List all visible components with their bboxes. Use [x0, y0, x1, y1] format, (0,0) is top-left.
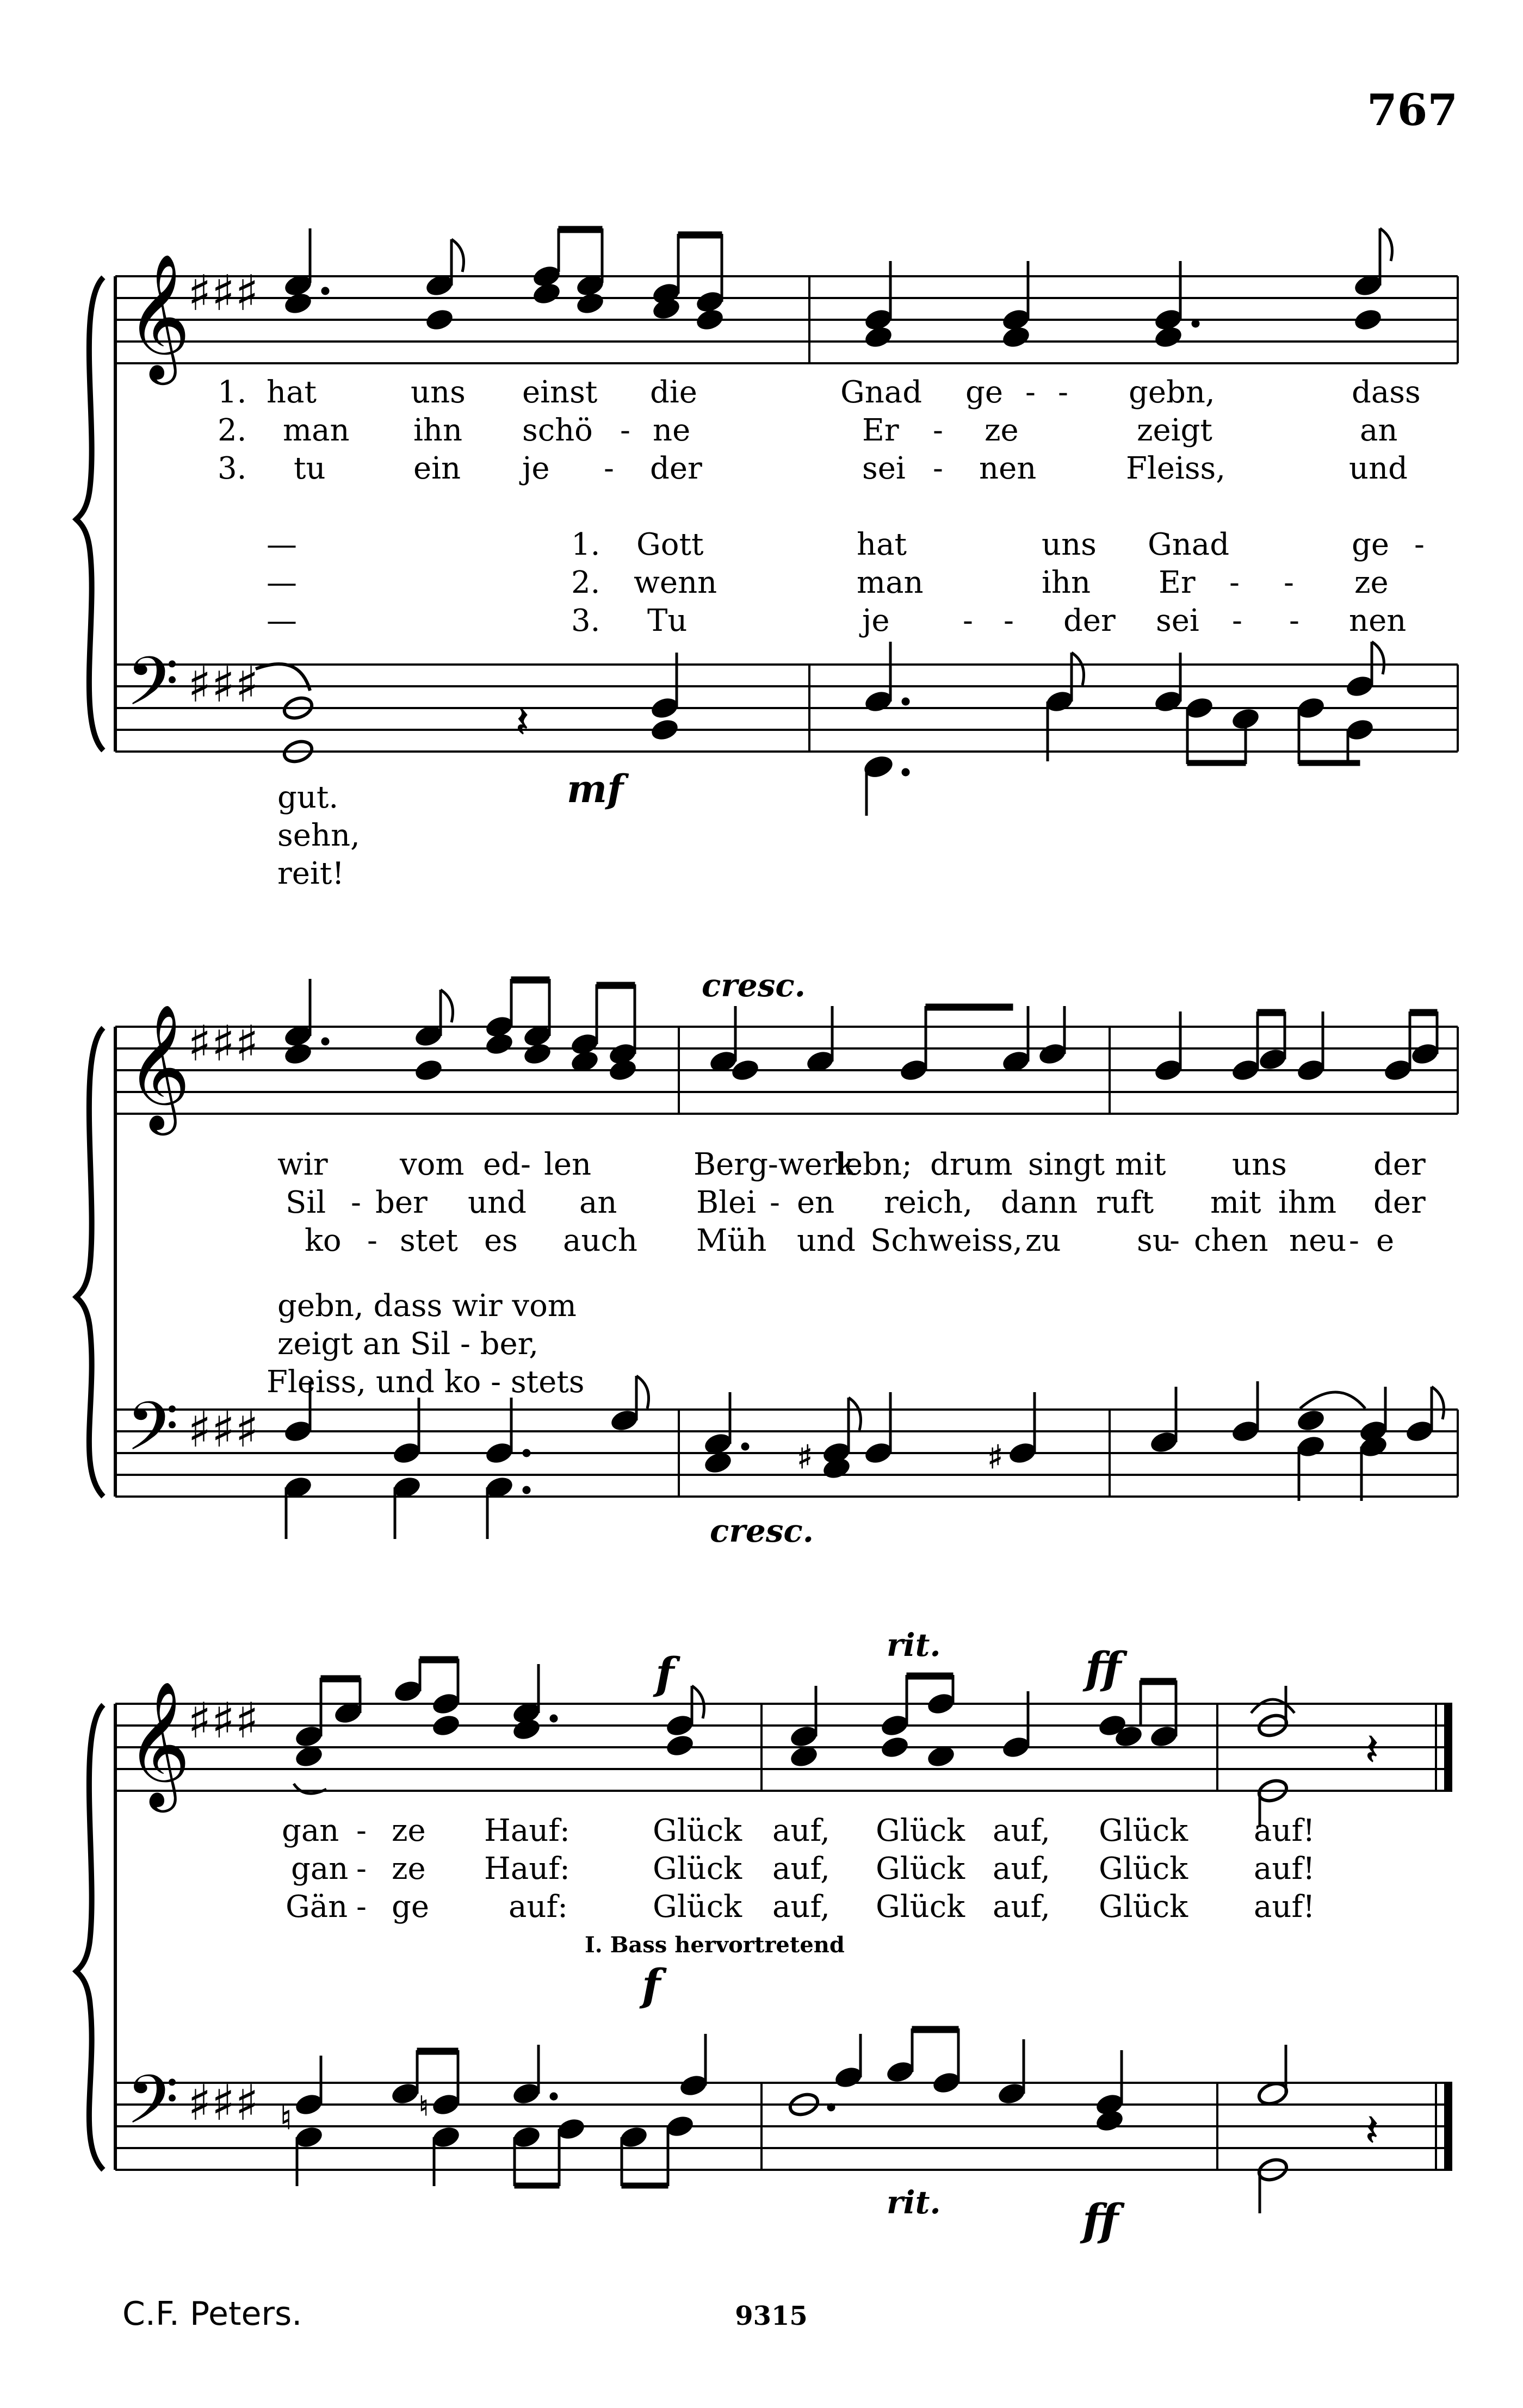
page-number: 767 [1367, 84, 1458, 135]
lyric-s3-v3-8: Glück [1099, 1889, 1188, 1925]
lyric-low3-1: 3. [571, 603, 600, 638]
lyric-v2-2: ihn [413, 413, 463, 448]
system-1 [76, 226, 1458, 891]
lyric-low1-4: uns [1042, 527, 1097, 562]
lyric-v2-5: ne [653, 413, 691, 448]
lyric-v1-3: einst [522, 375, 598, 410]
lyric-s2-v2-2: ber [375, 1185, 428, 1220]
lyric-s2-v3-6: und [797, 1223, 856, 1258]
system-3-brace [76, 1705, 103, 2170]
lyric-low2-8: ze [1354, 565, 1389, 600]
lyric-s3-v3-9: auf! [1254, 1889, 1315, 1925]
lyric-low3-5: - [1004, 603, 1014, 638]
natural-accidental-icon: ♮ [280, 2099, 292, 2137]
key-signature-sharps-icon: ♯♯♯ [188, 656, 259, 713]
lyric-low1-3: hat [857, 527, 907, 562]
lyric-low2-3: man [857, 565, 924, 600]
lyric-s2-v1-8: mit [1115, 1147, 1166, 1182]
natural-accidental-icon: ♮ [419, 2090, 429, 2122]
dynamic-cresc-bottom: cresc. [710, 1512, 814, 1549]
lyric-s2-low-3: Fleiss, und ko - stets [267, 1364, 585, 1400]
lyric-low2-6: - [1229, 565, 1240, 600]
dynamic-cresc-top: cresc. [702, 967, 806, 1004]
lyric-s2-v2-1: - [351, 1185, 361, 1220]
dynamic-f: f [655, 1648, 674, 1699]
lyric-low3-3: je [862, 603, 890, 638]
lyric-s3-v2-8: Glück [1099, 1851, 1188, 1886]
lyric-s3-v1-6: Glück [876, 1813, 965, 1848]
lyric-v1-2: uns [411, 375, 466, 410]
lyric-s3-v3-6: Glück [876, 1889, 965, 1925]
lyric-s2-v1-5: lebn; [835, 1147, 912, 1182]
dynamic-ff-bottom: ff [1082, 2194, 1119, 2245]
system-1-upper-lyrics [218, 375, 1421, 486]
treble-clef-icon: 𝄞 [126, 1680, 191, 1807]
lyric-v3-4: - [604, 451, 614, 486]
lyric-low3-2: Tu [647, 603, 688, 638]
lyric-v3-3: je [522, 451, 550, 486]
lyric-s2-v3-0: ko [305, 1223, 342, 1258]
treble-clef-icon: 𝄞 [126, 253, 191, 380]
system-3-upper-lyrics [282, 1813, 1315, 1925]
lyric-s2-v1-7: singt [1028, 1147, 1105, 1182]
lyric-low3-4: - [963, 603, 973, 638]
lyric-s2-v2-12: ihm [1278, 1185, 1337, 1220]
lyric-s3-v1-7: auf, [993, 1813, 1050, 1848]
lyric-s3-v1-2: ze [392, 1813, 426, 1848]
lyric-s3-v2-7: auf, [993, 1851, 1050, 1886]
lyric-s3-v1-0: gan [282, 1813, 339, 1848]
lyric-low1-6: ge [1352, 527, 1389, 562]
lyric-v1-8: - [1058, 375, 1068, 410]
lyric-s2-v2-9: dann [1001, 1185, 1078, 1220]
lyric-s2-v3-2: stet [400, 1223, 458, 1258]
system-2-lower-lyrics [267, 1288, 584, 1400]
lyric-low3-8: - [1232, 603, 1242, 638]
lyric-s3-v2-9: auf! [1254, 1851, 1315, 1886]
lyric-s2-v1-0: wir [277, 1147, 328, 1182]
dynamic-mf: mf [567, 766, 624, 811]
lyric-v2-4: - [620, 413, 630, 448]
sharp-accidental-icon: ♯ [987, 1438, 1004, 1476]
treble-clef-icon: 𝄞 [126, 1003, 191, 1130]
lyric-s2-v3-7: Schweiss, [870, 1223, 1023, 1258]
system-3-treble-staff [115, 1704, 1452, 1791]
system-1-bass-staff [115, 665, 1458, 752]
lyric-s3-v1-3: Hauf: [484, 1813, 570, 1848]
publisher-name: C.F. Peters. [122, 2295, 302, 2333]
lyric-s2-v2-5: Blei [696, 1185, 757, 1220]
lyric-low2-5: Er [1159, 565, 1196, 600]
lyric-s3-v3-0: Gän [286, 1889, 348, 1925]
lyric-s2-v3-9: su [1137, 1223, 1172, 1258]
lyric-s2-v3-5: Müh [696, 1223, 767, 1258]
lyric-s2-v2-7: en [797, 1185, 835, 1220]
key-signature-sharps-icon: ♯♯♯ [188, 265, 259, 322]
key-signature-sharps-icon: ♯♯♯ [188, 1692, 259, 1749]
lyric-s2-low-1: gebn, dass wir vom [277, 1288, 577, 1324]
lyric-s2-v2-13: der [1373, 1185, 1426, 1220]
dynamic-rit: rit. [887, 1627, 941, 1664]
lyric-v3-9: Fleiss, [1126, 451, 1226, 486]
lyric-v2-3: schö [522, 413, 593, 448]
lyric-low3-10: nen [1349, 603, 1407, 638]
lyric-v3-7: - [933, 451, 943, 486]
lyric-s3-v1-5: auf, [772, 1813, 830, 1848]
lyric-s3-v3-3: auf: [509, 1889, 568, 1925]
lyric-s3-v2-2: ze [392, 1851, 426, 1886]
sharp-accidental-icon: ♯ [797, 1438, 813, 1476]
bass-clef-icon: 𝄢 [126, 1388, 179, 1482]
lyric-low1-5: Gnad [1148, 527, 1230, 562]
lyric-s2-v3-12: neu [1289, 1223, 1347, 1258]
dynamic-ff: ff [1085, 1642, 1122, 1693]
lyric-v1-1: hat [267, 375, 317, 410]
dynamic-rit-bottom: rit. [887, 2184, 941, 2221]
system-2-treble-notes [283, 977, 1440, 1083]
lyric-s3-v1-9: auf! [1254, 1813, 1315, 1848]
lyric-s2-v1-2: ed- [483, 1147, 531, 1182]
lyric-s2-v3-4: auch [563, 1223, 637, 1258]
lyric-v2-1: man [283, 413, 350, 448]
quarter-rest-icon: 𝄽 [1365, 1724, 1379, 1775]
lyric-s3-v3-4: Glück [653, 1889, 742, 1925]
lyric-s3-v2-0: gan [291, 1851, 349, 1886]
lyric-s2-v1-4: Berg-werk [694, 1147, 856, 1182]
lyric-low3-6: der [1063, 603, 1116, 638]
lyric-s3-v1-1: - [356, 1813, 367, 1848]
key-signature-sharps-icon: ♯♯♯ [188, 1015, 259, 1072]
lyric-low2-2: wenn [634, 565, 717, 600]
quarter-rest-icon: 𝄽 [516, 697, 529, 747]
key-signature-sharps-icon: ♯♯♯ [188, 1401, 259, 1459]
bass-clef-icon: 𝄢 [126, 2061, 179, 2156]
lyric-v1-0: 1. [218, 375, 247, 410]
lyric-s3-v2-3: Hauf: [484, 1851, 570, 1886]
lyric-s2-v1-6: drum [930, 1147, 1013, 1182]
system-2-bass-notes [283, 1376, 1444, 1539]
lyric-s2-v3-3: es [484, 1223, 518, 1258]
lyric-s2-v2-6: - [770, 1185, 780, 1220]
lyric-low3-0: — [267, 603, 297, 638]
lyric-low3-7: sei [1156, 603, 1199, 638]
lyric-low1-2: Gott [636, 527, 704, 562]
lyric-low1-7: - [1414, 527, 1425, 562]
lyric-v3-5: der [650, 451, 702, 486]
key-signature-sharps-icon: ♯♯♯ [188, 2075, 259, 2132]
lyric-s2-v1-9: uns [1232, 1147, 1287, 1182]
lyric-s2-v3-10: - [1169, 1223, 1180, 1258]
dynamic-bass-f: f [642, 1959, 661, 2010]
lyric-v3-1: tu [294, 451, 326, 486]
lyric-v3-6: sei [862, 451, 906, 486]
lyric-v1-4: die [650, 375, 697, 410]
lyric-s2-v3-11: chen [1194, 1223, 1268, 1258]
end-word-1: gut. [277, 780, 339, 815]
lyric-v3-10: und [1349, 451, 1408, 486]
lyric-low2-7: - [1284, 565, 1294, 600]
lyric-s3-v1-8: Glück [1099, 1813, 1188, 1848]
lyric-s2-v2-11: mit [1210, 1185, 1261, 1220]
lyric-low2-0: — [267, 565, 297, 600]
lyric-s2-v3-14: e [1376, 1223, 1395, 1258]
lyric-low2-4: ihn [1042, 565, 1091, 600]
lyric-v2-10: an [1360, 413, 1398, 448]
lyric-s3-v3-7: auf, [993, 1889, 1050, 1925]
system-3-bass-notes [280, 2026, 1378, 2213]
lyric-s2-v1-3: len [544, 1147, 592, 1182]
bass-clef-icon: 𝄢 [126, 643, 179, 737]
lyric-s2-v2-8: reich, [884, 1185, 973, 1220]
bass-performance-note: I. Bass hervortretend [585, 1932, 845, 1958]
lyric-v2-6: Er [862, 413, 899, 448]
lyric-s2-low-2: zeigt an Sil - ber, [277, 1326, 539, 1362]
lyric-s3-v3-2: ge [392, 1889, 429, 1925]
lyric-s3-v3-5: auf, [772, 1889, 830, 1925]
end-word-3: reit! [277, 856, 344, 891]
lyric-v1-5: Gnad [840, 375, 923, 410]
lyric-low2-1: 2. [571, 565, 600, 600]
system-1-brace [76, 277, 103, 750]
lyric-v2-7: - [933, 413, 943, 448]
lyric-s3-v1-4: Glück [653, 1813, 742, 1848]
quarter-rest-icon: 𝄽 [1365, 2105, 1379, 2156]
lyric-v3-0: 3. [218, 451, 247, 486]
lyric-s2-v1-10: der [1373, 1147, 1426, 1182]
lyric-v1-6: ge [965, 375, 1003, 410]
lyric-s2-v3-8: zu [1025, 1223, 1061, 1258]
system-1-treble-staff [115, 276, 1458, 363]
system-1-end-words [277, 780, 360, 891]
lyric-s2-v2-3: und [468, 1185, 527, 1220]
lyric-low1-0: — [267, 527, 297, 562]
system-1-lower-lyrics [267, 527, 1425, 638]
lyric-low3-9: - [1289, 603, 1299, 638]
lyric-v1-7: - [1025, 375, 1036, 410]
lyric-s3-v2-5: auf, [772, 1851, 830, 1886]
lyric-v3-8: nen [979, 451, 1037, 486]
lyric-s3-v2-4: Glück [653, 1851, 742, 1886]
lyric-s2-v3-1: - [367, 1223, 377, 1258]
lyric-s2-v1-1: vom [400, 1147, 465, 1182]
system-2 [76, 967, 1458, 1549]
lyric-v2-0: 2. [218, 413, 247, 448]
system-2-brace [76, 1028, 103, 1497]
lyric-s2-v2-10: ruft [1096, 1185, 1154, 1220]
end-word-2: sehn, [277, 818, 360, 853]
system-3 [76, 1627, 1452, 2245]
lyric-v1-10: dass [1352, 375, 1421, 410]
plate-number: 9315 [735, 2301, 808, 2331]
lyric-v2-8: ze [985, 413, 1019, 448]
lyric-s3-v2-1: - [356, 1851, 367, 1886]
lyric-s3-v3-1: - [356, 1889, 367, 1925]
system-3-treble-notes [294, 1656, 1379, 1827]
lyric-s2-v2-0: Sil [286, 1185, 326, 1220]
system-1-treble-notes [283, 226, 1392, 350]
lyric-v1-9: gebn, [1129, 375, 1215, 410]
lyric-low1-1: 1. [571, 527, 600, 562]
lyric-s2-v2-4: an [579, 1185, 617, 1220]
lyric-s2-v3-13: - [1349, 1223, 1359, 1258]
lyric-v3-2: ein [413, 451, 461, 486]
system-2-upper-lyrics [277, 1147, 1426, 1258]
lyric-s3-v2-6: Glück [876, 1851, 965, 1886]
lyric-v2-9: zeigt [1137, 413, 1212, 448]
